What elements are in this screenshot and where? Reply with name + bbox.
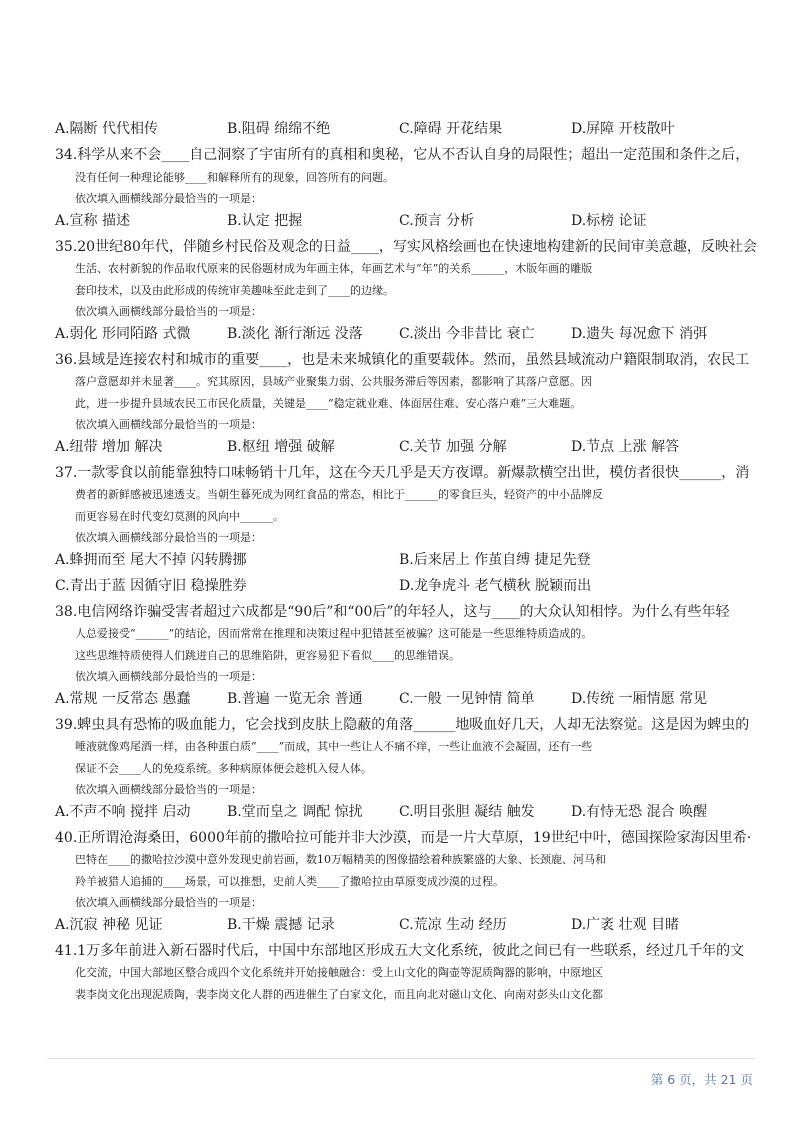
q35-stem-line: 生活、农村新貌的作品取代原来的民俗题材成为年画主体，年画艺术与“年”的关系______，木版年画的雕版 — [75, 262, 593, 275]
q36-option-d: D.节点 上涨 解答 — [571, 438, 680, 455]
q36-option-c: C.关节 加强 分解 — [399, 438, 507, 455]
q37-stem-line: 而更容易在时代变幻莫测的风向中______。 — [75, 509, 284, 523]
q35-stem-line: 套印技术，以及由此形成的传统审美趣味至此走到了____的边缘。 — [75, 283, 394, 297]
q39-prompt: 依次填入画横线部分最恰当的一项是： — [75, 783, 262, 796]
q38-option-a: A.常规 一反常态 愚蠢 — [55, 690, 191, 707]
q39-stem-line: 唾液就像鸡尾酒一样，由各种蛋白质“____”而成，其中一些让人不痛不痒，一些让血液不会凝固，还有一些 — [75, 740, 593, 753]
q39-stem-line: 保证不会____人的免疫系统。多种病原体便会趁机入侵人体。 — [75, 761, 372, 775]
q38-option-c: C.一般 一见钟情 简单 — [399, 690, 535, 707]
q38-stem-line: 这些思维特质使得人们跳进自己的思维陷阱，更容易犯下看似____的思维错误。 — [75, 648, 460, 662]
q34-option-d: D.标榜 论证 — [571, 212, 647, 229]
q40-stem-line: 羚羊被猎人追捕的____场景，可以推想，史前人类____了撒哈拉由草原变成沙漠的过程。 — [75, 874, 504, 888]
q35-option-a: A.弱化 形同陌路 式微 — [55, 325, 191, 342]
q33-option-a: A.隔断 代代相传 — [55, 121, 159, 137]
q36-option-b: B.枢纽 增强 破解 — [227, 438, 335, 455]
q35-option-b: B.淡化 渐行渐远 没落 — [227, 325, 363, 342]
q33-option-c: C.障碍 开花结果 — [399, 121, 503, 137]
q33-option-d: D.屏障 开枝散叶 — [571, 121, 675, 137]
q37-options-row1 — [55, 549, 767, 572]
q38-option-d: D.传统 一厢情愿 常见 — [571, 690, 708, 707]
q34-option-c: C.预言 分析 — [399, 212, 475, 229]
q37-option-a: A.蜂拥而至 尾大不掉 闪转腾挪 — [55, 551, 247, 568]
q37-stem-line: 费者的新鲜感被迅速透支。当朝生暮死成为网红食品的常态，相比于______的零食巨头，轻资产的中小品牌反 — [75, 488, 603, 501]
q38-options — [55, 688, 767, 711]
question-38 — [55, 602, 767, 711]
question-36 — [55, 350, 767, 459]
q36-stem-line: 落户意愿却并未显著____。究其原因，县域产业聚集力弱、公共服务滞后等因素，都影响了其落户意愿。因 — [75, 375, 592, 388]
q36-stem-line: 36.县域是连接农村和城市的重要____，也是未来城镇化的重要载体。然而，虽然县域流动户籍限制取消，农民工 — [55, 351, 750, 368]
question-40 — [55, 828, 767, 937]
q41-stem-line: 41.1万多年前进入新石器时代后，中国中东部地区形成五大文化系统，彼此之间已有一些联系，经过几千年的文 — [55, 942, 745, 959]
q34-stem-line: 没有任何一种理论能够____和解释所有的现象，回答所有的问题。 — [75, 170, 394, 184]
q40-option-c: C.荒凉 生动 经历 — [399, 916, 507, 933]
q40-option-b: B.干燥 震撼 记录 — [227, 916, 335, 933]
q39-options — [55, 801, 767, 824]
q35-option-d: D.遗失 每况愈下 消弭 — [571, 325, 708, 342]
question-34 — [55, 145, 767, 233]
q39-option-b: B.堂而皇之 调配 惊扰 — [227, 803, 363, 820]
q39-option-c: C.明目张胆 凝结 触发 — [399, 803, 535, 820]
q36-options — [55, 436, 767, 459]
q40-options — [55, 914, 767, 937]
q39-option-a: A.不声不响 搅拌 启动 — [55, 803, 191, 820]
q38-option-b: B.普遍 一览无余 普通 — [227, 690, 363, 707]
question-content — [55, 118, 767, 1005]
question-41 — [55, 941, 767, 1006]
q37-stem-line: 37.一款零食以前能靠独特口味畅销十几年，这在今天几乎是天方夜谭。新爆款横空出世，模仿者很快______，消 — [55, 464, 750, 481]
question-39 — [55, 715, 767, 824]
q37-prompt: 依次填入画横线部分最恰当的一项是： — [75, 531, 262, 544]
question-35 — [55, 237, 767, 346]
q38-stem-line: 人总爱接受“______”的结论，因而常常在推理和决策过程中犯错甚至被骗？这可能是一些思维特质造成的。 — [75, 627, 593, 640]
q40-stem-line: 40.正所谓沧海桑田，6000年前的撒哈拉可能并非大沙漠，而是一片大草原，19世纪中叶，德国探险家海因里希· — [55, 829, 752, 846]
question-37 — [55, 463, 767, 598]
q40-option-d: D.广袤 壮观 目睹 — [571, 916, 680, 933]
q37-options-row2 — [55, 575, 767, 598]
q40-option-a: A.沉寂 神秘 见证 — [55, 916, 163, 933]
q37-option-c: C.青出于蓝 因循守旧 稳操胜券 — [55, 577, 247, 594]
q35-option-c: C.淡出 今非昔比 衰亡 — [399, 325, 535, 342]
q34-option-b: B.认定 把握 — [227, 212, 303, 229]
q39-option-d: D.有恃无恐 混合 唤醒 — [571, 803, 708, 820]
q38-prompt: 依次填入画横线部分最恰当的一项是： — [75, 670, 262, 683]
q37-option-b: B.后来居上 作茧自缚 捷足先登 — [399, 551, 591, 568]
q35-stem-line: 35.20世纪80年代，伴随乡村民俗及观念的日益____，写实风格绘画也在快速地构建新的民间审美意趣，反映社会 — [55, 238, 757, 255]
q34-option-a: A.宣称 描述 — [55, 212, 131, 229]
q36-stem-line: 此，进一步提升县域农民工市民化质量，关键是____“稳定就业难、体面居住难、安心落户难”三大难题。 — [75, 396, 582, 410]
q36-prompt: 依次填入画横线部分最恰当的一项是： — [75, 418, 262, 431]
q35-options — [55, 323, 767, 346]
q33-options — [55, 118, 767, 141]
q41-stem-line: 化交流，中国大部地区整合成四个文化系统并开始接触融合：受上山文化的陶壶等泥质陶器的影响，中原地区 — [75, 966, 603, 979]
q36-option-a: A.纽带 增加 解决 — [55, 438, 163, 455]
page-number: 第 6 页，共 21 页 — [650, 1072, 753, 1087]
q37-option-d: D.龙争虎斗 老气横秋 脱颖而出 — [399, 577, 592, 594]
q40-prompt: 依次填入画横线部分最恰当的一项是： — [75, 896, 262, 909]
q34-options — [55, 210, 767, 233]
q34-prompt: 依次填入画横线部分最恰当的一项是： — [75, 192, 262, 205]
q35-prompt: 依次填入画横线部分最恰当的一项是： — [75, 305, 262, 318]
footer-divider — [47, 1058, 755, 1059]
q34-stem-line: 34.科学从来不会____自己洞察了宇宙所有的真相和奥秘，它从不否认自身的局限性；超出一定范围和条件之后， — [55, 147, 750, 163]
q39-stem-line: 39.蜱虫具有恐怖的吸血能力，它会找到皮肤上隐蔽的角落______地吸血好几天，人却无法察觉。这是因为蜱虫的 — [55, 716, 750, 733]
q40-stem-line: 巴特在____的撒哈拉沙漠中意外发现史前岩画，数10万幅精美的图像描绘着种族繁盛的大象、长颈鹿、河马和 — [75, 853, 606, 866]
q38-stem-line: 38.电信网络诈骗受害者超过六成都是“90后”和“00后”的年轻人，这与____的大众认知相悖。为什么有些年轻 — [55, 603, 730, 620]
q33-option-b: B.阻碍 绵绵不绝 — [227, 121, 331, 137]
q41-stem-line: 裴李岗文化出现泥质陶，裴李岗文化人群的西进催生了白家文化，而且向北对磁山文化、向南对彭头山文化都 — [75, 987, 603, 1001]
